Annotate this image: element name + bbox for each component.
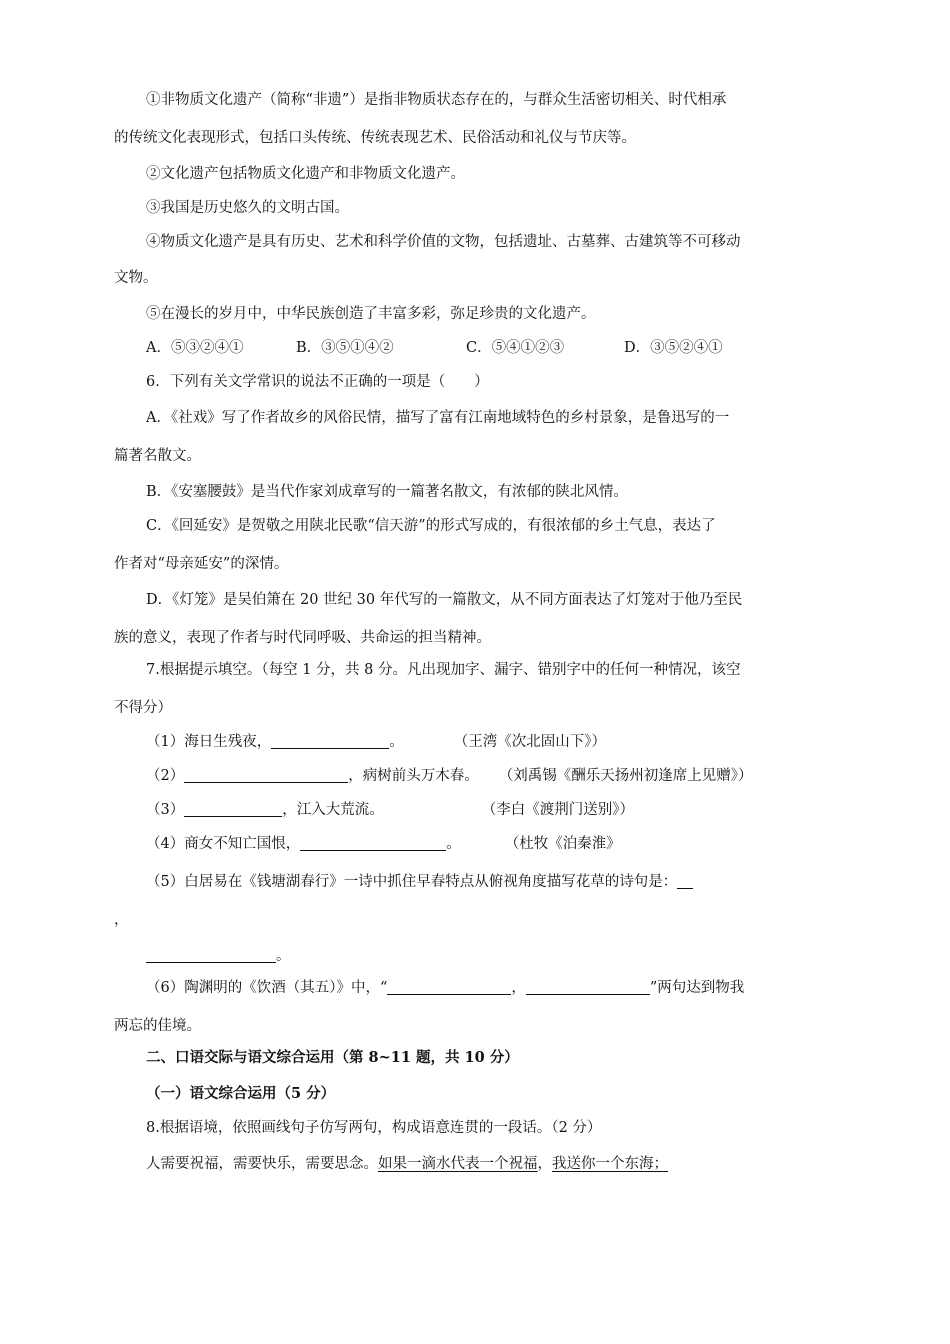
- q7-item-4: [146, 834, 621, 854]
- q7-item-2-prefix: （2）: [146, 768, 185, 784]
- passage-sentence-1: ①非物质文化遗产（简称“非遗”）是指非物质状态存在的，与群众生活密切相关、时代相承: [146, 92, 727, 108]
- q7-item-6-prefix: （6）陶渊明的《饮酒（其五）》中，“: [146, 980, 388, 996]
- passage-sentence-5: ⑤在漫长的岁月中，中华民族创造了丰富多彩，弥足珍贵的文化遗产。: [146, 306, 596, 322]
- q7-item-4-blank[interactable]: [300, 834, 446, 851]
- q8-underlined-clause-2: 我送你一个东海；: [552, 1156, 668, 1172]
- q7-item-1-prefix: （1）海日生残夜，: [146, 734, 272, 750]
- q7-item-5-comma: ，: [114, 912, 129, 928]
- q7-stem: 7.根据提示填空。（每空 1 分，共 8 分。凡出现加字、漏字、错别字中的任何一种情况，该空: [146, 662, 741, 678]
- q7-item-6-blank-b[interactable]: [526, 978, 650, 995]
- q7-item-6-blank-a[interactable]: [387, 978, 511, 995]
- q7-item-5-text: （5）白居易在《钱塘湖春行》一诗中抓住早春特点从俯视角度描写花草的诗句是：: [146, 874, 678, 890]
- q8-comma: ，: [537, 1156, 552, 1172]
- q7-item-5-end: 。: [276, 948, 291, 964]
- q6-option-c-cont: 作者对“母亲延安”的深情。: [114, 556, 289, 572]
- q7-item-1-blank[interactable]: [271, 732, 389, 749]
- q6-option-a-cont: 篇著名散文。: [114, 448, 201, 464]
- q5-options: [146, 338, 723, 358]
- passage-sentence-4: ④物质文化遗产是具有历史、艺术和科学价值的文物，包括遗址、古墓葬、古建筑等不可移动: [146, 234, 741, 250]
- passage-sentence-2: ②文化遗产包括物质文化遗产和非物质文化遗产。: [146, 166, 465, 182]
- q8-underlined-clause-1: 如果一滴水代表一个祝福: [378, 1156, 538, 1172]
- q5-option-c[interactable]: C．⑤④①②③: [466, 340, 565, 356]
- q6-option-d: D．《灯笼》是吴伯箫在 20 世纪 30 年代写的一篇散文，从不同方面表达了灯笼对于他乃至民: [146, 592, 743, 608]
- q7-item-4-suffix: 。: [446, 836, 461, 852]
- q7-stem-cont: 不得分）: [114, 700, 172, 716]
- section-2-title: 二、口语交际与语文综合运用（第 8~11 题，共 10 分）: [146, 1049, 519, 1066]
- q7-item-6-mid: ，: [511, 980, 526, 996]
- q7-item-3-prefix: （3）: [146, 802, 185, 818]
- q6-option-a: A．《社戏》写了作者故乡的风俗民情，描写了富有江南地域特色的乡村景象，是鲁迅写的一: [146, 410, 730, 426]
- q7-item-2: [146, 766, 752, 786]
- q7-item-5-blank-b[interactable]: [146, 946, 276, 963]
- q5-option-a[interactable]: A．⑤③②④①: [146, 340, 244, 356]
- q7-item-3-source: （李白《渡荆门送别》）: [481, 802, 634, 818]
- q8-context: [146, 1154, 668, 1174]
- passage-sentence-3: ③我国是历史悠久的文明古国。: [146, 200, 349, 216]
- q7-item-3: [146, 800, 634, 820]
- q7-item-1: [146, 732, 606, 752]
- q5-option-b[interactable]: B．③⑤①④②: [296, 340, 394, 356]
- q7-item-5: [146, 872, 693, 892]
- q7-item-6: [146, 978, 744, 998]
- q7-item-3-blank[interactable]: [184, 800, 282, 817]
- q7-item-4-prefix: （4）商女不知亡国恨，: [146, 836, 301, 852]
- q7-item-2-suffix: ，病树前头万木春。: [348, 768, 479, 784]
- q7-item-2-blank[interactable]: [184, 766, 348, 783]
- section-2-subtitle: （一）语文综合运用（5 分）: [146, 1085, 336, 1102]
- q7-item-6-suffix: ”两句达到物我: [649, 980, 745, 996]
- q8-context-plain: 人需要祝福，需要快乐，需要思念。: [146, 1156, 378, 1172]
- q7-item-1-source: （王湾《次北固山下》）: [453, 734, 606, 750]
- q7-item-4-source: （杜牧《泊秦淮》: [504, 836, 621, 852]
- q7-item-5-blank-a[interactable]: [677, 872, 693, 889]
- q7-item-6-cont: 两忘的佳境。: [114, 1018, 201, 1034]
- q7-item-3-suffix: ，江入大荒流。: [282, 802, 384, 818]
- q8-stem: 8.根据语境，依照画线句子仿写两句，构成语意连贯的一段话。（2 分）: [146, 1120, 602, 1136]
- q7-item-1-suffix: 。: [389, 734, 404, 750]
- q6-option-b: B．《安塞腰鼓》是当代作家刘成章写的一篇著名散文，有浓郁的陕北风情。: [146, 484, 628, 500]
- q6-option-c: C．《回延安》是贺敬之用陕北民歌“信天游”的形式写成的，有很浓郁的乡土气息，表达了: [146, 518, 716, 534]
- passage-sentence-1-cont: 的传统文化表现形式，包括口头传统、传统表现艺术、民俗活动和礼仪与节庆等。: [114, 130, 636, 146]
- q7-item-2-source: （刘禹锡《酬乐天扬州初逢席上见赠》）: [498, 768, 753, 784]
- q7-item-5-cont: [146, 946, 291, 966]
- q6-stem: 6．下列有关文学常识的说法不正确的一项是（ ）: [146, 374, 489, 390]
- q5-option-d[interactable]: D．③⑤②④①: [624, 340, 723, 356]
- passage-sentence-4-cont: 文物。: [114, 270, 158, 286]
- q6-option-d-cont: 族的意义，表现了作者与时代同呼吸、共命运的担当精神。: [114, 630, 491, 646]
